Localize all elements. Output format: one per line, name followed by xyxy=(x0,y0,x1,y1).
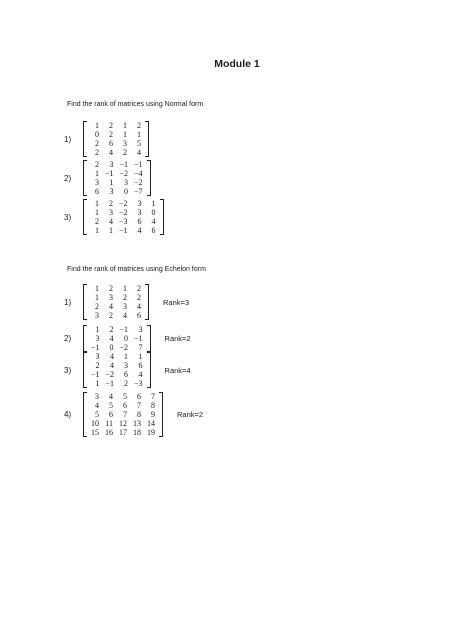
matrix-cell: −1 xyxy=(91,343,100,352)
problem-number: 4) xyxy=(64,410,72,419)
matrix-cell: 2 xyxy=(137,284,141,293)
matrix-cell: 2 xyxy=(109,199,113,208)
matrix-cell: 2 xyxy=(109,311,113,320)
matrix-cell: 2 xyxy=(109,121,113,130)
echelon-form-problem xyxy=(64,352,191,388)
matrix-cell: 3 xyxy=(124,361,129,370)
matrix-cell: 4 xyxy=(109,302,113,311)
matrix-cell: 3 xyxy=(124,178,129,187)
rank-answer: Rank=3 xyxy=(163,297,190,307)
matrix-cell: 1 xyxy=(95,284,99,293)
matrix-cell: 3 xyxy=(109,293,113,302)
matrix-cell: 0 xyxy=(109,343,114,352)
matrix xyxy=(83,121,149,157)
matrix-cell: 1 xyxy=(95,293,99,302)
matrix-cell: 4 xyxy=(109,392,113,401)
matrix-cell: 2 xyxy=(109,325,114,334)
matrix-row xyxy=(88,130,144,139)
matrix-cell: 1 xyxy=(95,199,99,208)
matrix-cell: −1 xyxy=(119,325,129,334)
matrix-row xyxy=(88,139,144,148)
matrix-row xyxy=(88,217,159,226)
matrix-cell: 2 xyxy=(123,293,127,302)
matrix-row xyxy=(88,121,144,130)
matrix-cell: 5 xyxy=(109,401,113,410)
matrix-cell: 6 xyxy=(138,361,143,370)
matrix-cell: 4 xyxy=(138,370,143,379)
matrix-cell: 5 xyxy=(123,392,127,401)
section-heading-echelon-form: Find the rank of matrices using Echelon form xyxy=(67,266,206,273)
matrix-cell: 1 xyxy=(137,130,141,139)
matrix-cell: 6 xyxy=(109,139,113,148)
matrix-row xyxy=(88,343,146,352)
matrix-cell: 0 xyxy=(95,130,99,139)
matrix-cell: 7 xyxy=(137,401,141,410)
matrix-cell: 2 xyxy=(95,361,100,370)
matrix-row xyxy=(88,334,146,343)
matrix-cell: 1 xyxy=(95,121,99,130)
matrix-cell: 4 xyxy=(109,334,114,343)
matrix-cell: 2 xyxy=(95,217,99,226)
matrix-row xyxy=(88,208,159,217)
matrix-row xyxy=(88,199,159,208)
matrix-cell: 6 xyxy=(109,410,113,419)
matrix-cell: 12 xyxy=(119,419,127,428)
matrix-cell: 0 xyxy=(124,334,129,343)
matrix xyxy=(83,160,151,196)
matrix-cell: 3 xyxy=(109,160,114,169)
matrix-cell: 10 xyxy=(91,419,99,428)
matrix-cell: 6 xyxy=(137,311,141,320)
matrix-cell: 1 xyxy=(95,379,100,388)
matrix-cell: 2 xyxy=(95,148,99,157)
matrix-cell: 1 xyxy=(138,352,143,361)
matrix-cell: 2 xyxy=(137,293,141,302)
problem-number: 2) xyxy=(64,173,72,183)
matrix-cell: 3 xyxy=(137,199,142,208)
matrix-cell: −1 xyxy=(105,379,115,388)
echelon-form-problem xyxy=(64,392,203,437)
matrix-cell: 1 xyxy=(151,199,156,208)
matrix-cell: 1 xyxy=(95,325,100,334)
problem-number: 1) xyxy=(64,297,72,307)
matrix-cell: 2 xyxy=(124,379,129,388)
matrix-cell: 1 xyxy=(123,121,127,130)
page-title: Module 1 xyxy=(214,58,260,70)
matrix-cell: 1 xyxy=(95,226,99,235)
matrix-cell: −2 xyxy=(119,199,128,208)
matrix-cell: 2 xyxy=(137,121,141,130)
matrix-cell: 2 xyxy=(109,130,113,139)
matrix-row xyxy=(88,284,144,293)
matrix-cell: −1 xyxy=(119,160,129,169)
matrix-cell: 7 xyxy=(151,392,155,401)
echelon-form-problem xyxy=(64,284,189,320)
matrix-cell: 1 xyxy=(95,208,99,217)
matrix-row xyxy=(88,187,146,196)
matrix-cell: 8 xyxy=(151,401,155,410)
matrix-cell: −1 xyxy=(105,169,114,178)
matrix-cell: 4 xyxy=(151,217,156,226)
matrix-cell: 4 xyxy=(109,217,113,226)
matrix-cell: 9 xyxy=(151,410,155,419)
matrix-cell: 1 xyxy=(109,178,114,187)
matrix-cell: −3 xyxy=(119,217,128,226)
matrix-row xyxy=(88,379,146,388)
matrix-row xyxy=(88,419,158,428)
matrix-cell: 5 xyxy=(137,139,141,148)
matrix-cell: −1 xyxy=(134,160,143,169)
matrix-cell: 2 xyxy=(95,302,99,311)
matrix xyxy=(83,392,163,437)
matrix-row xyxy=(88,352,146,361)
matrix-cell: 6 xyxy=(151,226,156,235)
matrix-cell: 2 xyxy=(123,148,127,157)
matrix-cell: 4 xyxy=(110,352,115,361)
echelon-form-problem xyxy=(64,325,191,352)
matrix-cell: 6 xyxy=(137,217,142,226)
matrix-row xyxy=(88,392,158,401)
matrix xyxy=(83,284,149,320)
normal-form-problem xyxy=(64,199,164,235)
matrix-cell: 1 xyxy=(123,130,127,139)
matrix-row xyxy=(88,370,146,379)
matrix-cell: 0 xyxy=(124,187,129,196)
matrix-cell: −1 xyxy=(119,226,128,235)
matrix-row xyxy=(88,178,146,187)
matrix-row xyxy=(88,401,158,410)
matrix-cell: 4 xyxy=(110,361,115,370)
matrix-cell: −4 xyxy=(134,169,143,178)
matrix-cell: 1 xyxy=(109,226,113,235)
matrix-cell: 1 xyxy=(95,169,99,178)
matrix-cell: −2 xyxy=(119,343,129,352)
matrix-cell: 3 xyxy=(95,392,99,401)
normal-form-problem xyxy=(64,160,151,196)
matrix-cell: 18 xyxy=(133,428,141,437)
matrix-cell: 3 xyxy=(95,178,99,187)
matrix-cell: 3 xyxy=(95,352,100,361)
problem-number: 3) xyxy=(64,212,72,222)
matrix-cell: 8 xyxy=(137,410,141,419)
matrix-row xyxy=(88,169,146,178)
matrix-cell: 5 xyxy=(95,410,99,419)
matrix-row xyxy=(88,311,144,320)
matrix-cell: 0 xyxy=(151,208,156,217)
matrix-cell: 6 xyxy=(137,392,141,401)
matrix-cell: 3 xyxy=(123,139,127,148)
matrix-cell: 7 xyxy=(138,343,143,352)
matrix-cell: −2 xyxy=(119,169,129,178)
matrix-cell: 16 xyxy=(105,428,113,437)
matrix-cell: 14 xyxy=(147,419,155,428)
matrix-cell: 6 xyxy=(124,370,129,379)
matrix-cell: 3 xyxy=(95,311,99,320)
matrix-cell: 3 xyxy=(138,325,143,334)
problem-number: 1) xyxy=(64,134,72,144)
matrix-cell: 4 xyxy=(123,311,127,320)
matrix-cell: 3 xyxy=(95,334,100,343)
matrix-cell: 19 xyxy=(147,428,155,437)
matrix-cell: 3 xyxy=(137,208,142,217)
matrix-row xyxy=(88,148,144,157)
section-heading-normal-form: Find the rank of matrices using Normal form xyxy=(67,101,204,108)
matrix-cell: −2 xyxy=(134,178,143,187)
matrix-cell: 2 xyxy=(95,160,99,169)
matrix-row xyxy=(88,226,159,235)
matrix-row xyxy=(88,361,146,370)
matrix-cell: 4 xyxy=(109,148,113,157)
matrix-cell: −7 xyxy=(134,187,143,196)
matrix-row xyxy=(88,325,146,334)
matrix-row xyxy=(88,293,144,302)
matrix-cell: 6 xyxy=(95,187,99,196)
matrix xyxy=(83,199,164,235)
matrix-cell: 4 xyxy=(95,401,99,410)
matrix-cell: 4 xyxy=(137,148,141,157)
matrix-cell: −1 xyxy=(91,370,100,379)
matrix-cell: 2 xyxy=(95,139,99,148)
matrix-cell: −1 xyxy=(134,334,143,343)
matrix-cell: 3 xyxy=(109,187,114,196)
matrix-cell: 13 xyxy=(133,419,141,428)
matrix-cell: 15 xyxy=(91,428,99,437)
matrix-cell: 1 xyxy=(124,352,129,361)
rank-answer: Rank=2 xyxy=(177,410,204,419)
matrix-cell: 11 xyxy=(105,419,113,428)
matrix-cell: 3 xyxy=(109,208,113,217)
rank-answer: Rank=2 xyxy=(164,334,191,343)
matrix xyxy=(83,325,151,352)
matrix-cell: 4 xyxy=(137,226,142,235)
matrix-row xyxy=(88,160,146,169)
rank-answer: Rank=4 xyxy=(164,365,191,375)
matrix-cell: 1 xyxy=(123,284,127,293)
matrix xyxy=(83,352,151,388)
matrix-row xyxy=(88,428,158,437)
matrix-row xyxy=(88,410,158,419)
matrix-cell: 6 xyxy=(123,401,127,410)
matrix-cell: 17 xyxy=(119,428,127,437)
matrix-row xyxy=(88,302,144,311)
matrix-cell: 2 xyxy=(109,284,113,293)
matrix-cell: 7 xyxy=(123,410,127,419)
normal-form-problem xyxy=(64,121,149,157)
matrix-cell: −2 xyxy=(105,370,115,379)
matrix-cell: 3 xyxy=(123,302,127,311)
problem-number: 2) xyxy=(64,334,72,343)
matrix-cell: 4 xyxy=(137,302,141,311)
matrix-cell: −3 xyxy=(134,379,143,388)
matrix-cell: −2 xyxy=(119,208,128,217)
problem-number: 3) xyxy=(64,365,72,375)
